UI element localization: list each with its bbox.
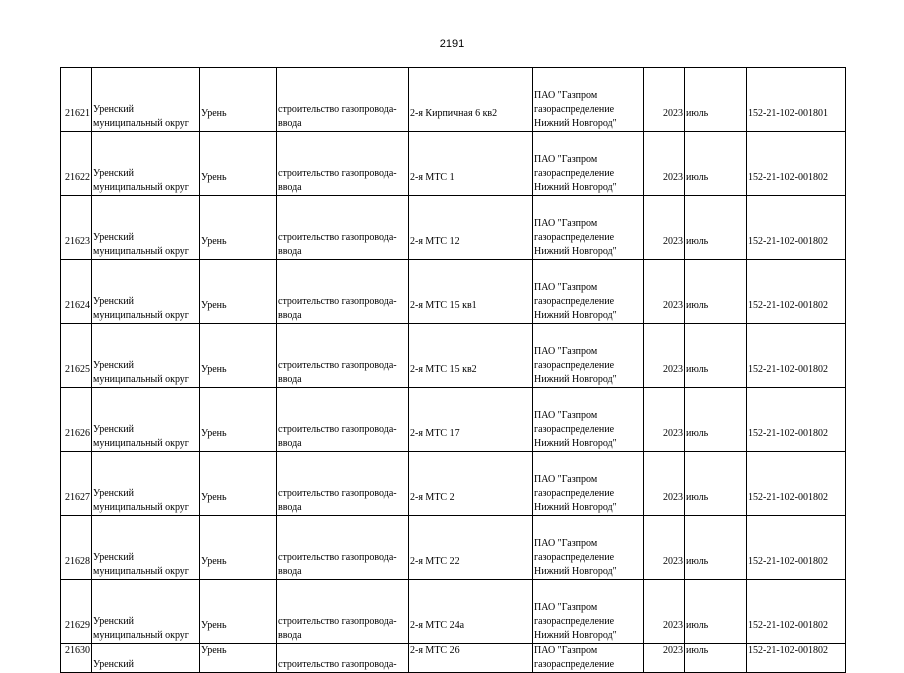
- code-cell: 152-21-102-001801: [747, 68, 846, 132]
- year-cell: 2023: [644, 580, 685, 644]
- year-cell: 2023: [644, 388, 685, 452]
- work-type-cell: [277, 196, 409, 260]
- district-cell-line: Уренский: [93, 104, 134, 115]
- organization-cell: [533, 132, 644, 196]
- district-cell-line: муниципальный округ: [93, 438, 189, 449]
- address-cell: 2-я Кирпичная 6 кв2: [409, 68, 533, 132]
- locality-cell: Урень: [200, 452, 277, 516]
- work-type-cell-line: строительство газопровода-: [278, 424, 397, 435]
- year-cell: 2023: [644, 644, 685, 673]
- district-cell: [92, 388, 200, 452]
- organization-cell: [533, 580, 644, 644]
- district-cell-line: Уренский: [93, 659, 134, 670]
- code-cell: 152-21-102-001802: [747, 452, 846, 516]
- district-cell: [92, 516, 200, 580]
- row-number-cell: 21622: [61, 132, 92, 196]
- table-row: [61, 388, 846, 452]
- month-cell: июль: [685, 260, 747, 324]
- work-type-cell-line: строительство газопровода-: [278, 104, 397, 115]
- address-cell: 2-я МТС 22: [409, 516, 533, 580]
- district-cell-line: муниципальный округ: [93, 182, 189, 193]
- work-type-cell: [277, 260, 409, 324]
- organization-cell-line: газораспределение: [534, 424, 615, 435]
- district-cell-line: муниципальный округ: [93, 630, 189, 641]
- table-row: [61, 68, 846, 132]
- code-cell: 152-21-102-001802: [747, 388, 846, 452]
- page-number: 2191: [439, 38, 465, 50]
- locality-cell: Урень: [200, 644, 277, 673]
- locality-cell: Урень: [200, 516, 277, 580]
- district-cell: [92, 580, 200, 644]
- work-type-cell-line: ввода: [278, 566, 302, 577]
- work-type-cell-line: строительство газопровода-: [278, 552, 397, 563]
- locality-cell: Урень: [200, 196, 277, 260]
- row-number-cell: 21628: [61, 516, 92, 580]
- organization-cell: [533, 388, 644, 452]
- organization-cell-line: газораспределение: [534, 360, 615, 371]
- row-number-cell: 21626: [61, 388, 92, 452]
- code-cell: 152-21-102-001802: [747, 516, 846, 580]
- month-cell: июль: [685, 516, 747, 580]
- organization-cell-line: Нижний Новгород": [534, 630, 617, 641]
- code-cell: 152-21-102-001802: [747, 324, 846, 388]
- row-number-cell: 21627: [61, 452, 92, 516]
- organization-cell-line: газораспределение: [534, 104, 615, 115]
- organization-cell-line: ПАО "Газпром: [534, 602, 598, 613]
- month-cell: июль: [685, 68, 747, 132]
- month-cell: июль: [685, 324, 747, 388]
- work-type-cell: [277, 580, 409, 644]
- work-type-cell: [277, 388, 409, 452]
- work-type-cell: [277, 132, 409, 196]
- organization-cell-line: газораспределение: [534, 296, 615, 307]
- organization-cell-line: ПАО "Газпром: [534, 218, 598, 229]
- month-cell: июль: [685, 132, 747, 196]
- district-cell-line: Уренский: [93, 168, 134, 179]
- code-cell: 152-21-102-001802: [747, 260, 846, 324]
- work-type-cell-line: ввода: [278, 502, 302, 513]
- work-type-cell: [277, 452, 409, 516]
- locality-cell: Урень: [200, 324, 277, 388]
- work-type-cell-line: строительство газопровода-: [278, 616, 397, 627]
- work-type-cell: [277, 324, 409, 388]
- organization-cell-line: Нижний Новгород": [534, 246, 617, 257]
- year-cell: 2023: [644, 516, 685, 580]
- row-number-cell: 21629: [61, 580, 92, 644]
- work-type-cell-line: ввода: [278, 118, 302, 129]
- organization-cell-line: Нижний Новгород": [534, 310, 617, 321]
- table-row: [61, 644, 846, 673]
- month-cell: июль: [685, 452, 747, 516]
- organization-cell-line: газораспределение: [534, 616, 615, 627]
- month-cell: июль: [685, 388, 747, 452]
- district-cell: [92, 196, 200, 260]
- district-cell: [92, 260, 200, 324]
- month-cell: июль: [685, 580, 747, 644]
- organization-cell-line: газораспределение: [534, 659, 615, 670]
- year-cell: 2023: [644, 452, 685, 516]
- table-row: [61, 324, 846, 388]
- district-cell-line: муниципальный округ: [93, 374, 189, 385]
- organization-cell-line: газораспределение: [534, 552, 615, 563]
- work-type-cell: [277, 516, 409, 580]
- district-cell-line: Уренский: [93, 232, 134, 243]
- organization-cell-line: ПАО "Газпром: [534, 154, 598, 165]
- row-number-cell: 21624: [61, 260, 92, 324]
- locality-cell: Урень: [200, 388, 277, 452]
- address-cell: 2-я МТС 12: [409, 196, 533, 260]
- table-row: [61, 452, 846, 516]
- organization-cell-line: ПАО "Газпром: [534, 474, 598, 485]
- district-cell-line: муниципальный округ: [93, 310, 189, 321]
- address-cell: 2-я МТС 1: [409, 132, 533, 196]
- district-cell-line: Уренский: [93, 616, 134, 627]
- organization-cell: [533, 324, 644, 388]
- district-cell-line: Уренский: [93, 296, 134, 307]
- organization-cell-line: ПАО "Газпром: [534, 410, 598, 421]
- work-type-cell-line: строительство газопровода-: [278, 168, 397, 179]
- year-cell: 2023: [644, 196, 685, 260]
- address-cell: 2-я МТС 2: [409, 452, 533, 516]
- organization-cell-line: Нижний Новгород": [534, 118, 617, 129]
- district-cell-line: муниципальный округ: [93, 118, 189, 129]
- work-type-cell-line: ввода: [278, 182, 302, 193]
- organization-cell-line: Нижний Новгород": [534, 438, 617, 449]
- work-type-cell: [277, 68, 409, 132]
- organization-cell: [533, 516, 644, 580]
- month-cell: июль: [685, 644, 747, 673]
- organization-cell-line: ПАО "Газпром: [534, 90, 598, 101]
- organization-cell-line: газораспределение: [534, 168, 615, 179]
- organization-cell-line: Нижний Новгород": [534, 502, 617, 513]
- organization-cell-line: газораспределение: [534, 488, 615, 499]
- district-cell-line: муниципальный округ: [93, 246, 189, 257]
- year-cell: 2023: [644, 260, 685, 324]
- code-cell: 152-21-102-001802: [747, 644, 846, 673]
- district-cell-line: Уренский: [93, 360, 134, 371]
- address-cell: 2-я МТС 15 кв2: [409, 324, 533, 388]
- organization-cell-line: газораспределение: [534, 232, 615, 243]
- row-number-cell: 21623: [61, 196, 92, 260]
- district-cell-line: Уренский: [93, 488, 134, 499]
- organization-cell-line: ПАО "Газпром: [534, 346, 598, 357]
- district-cell-line: муниципальный округ: [93, 566, 189, 577]
- address-cell: 2-я МТС 24а: [409, 580, 533, 644]
- organization-cell: [533, 260, 644, 324]
- work-type-cell-line: ввода: [278, 246, 302, 257]
- organization-cell: [533, 452, 644, 516]
- work-type-cell-line: ввода: [278, 310, 302, 321]
- address-cell: 2-я МТС 15 кв1: [409, 260, 533, 324]
- district-cell: [92, 644, 200, 673]
- organization-cell-line: Нижний Новгород": [534, 566, 617, 577]
- address-cell: 2-я МТС 17: [409, 388, 533, 452]
- code-cell: 152-21-102-001802: [747, 196, 846, 260]
- table-row: [61, 260, 846, 324]
- year-cell: 2023: [644, 132, 685, 196]
- district-cell: [92, 452, 200, 516]
- registry-table: [60, 67, 846, 673]
- row-number-cell: 21630: [61, 644, 92, 673]
- district-cell-line: Уренский: [93, 424, 134, 435]
- work-type-cell: [277, 644, 409, 673]
- organization-cell: [533, 68, 644, 132]
- locality-cell: Урень: [200, 132, 277, 196]
- district-cell: [92, 68, 200, 132]
- organization-cell-line: ПАО "Газпром: [534, 538, 598, 549]
- organization-cell: [533, 644, 644, 673]
- row-number-cell: 21621: [61, 68, 92, 132]
- table-row: [61, 132, 846, 196]
- district-cell-line: муниципальный округ: [93, 502, 189, 513]
- organization-cell-line: ПАО "Газпром: [534, 282, 598, 293]
- organization-cell-line: Нижний Новгород": [534, 374, 617, 385]
- locality-cell: Урень: [200, 580, 277, 644]
- work-type-cell-line: строительство газопровода-: [278, 360, 397, 371]
- month-cell: июль: [685, 196, 747, 260]
- district-cell: [92, 132, 200, 196]
- table-row: [61, 580, 846, 644]
- locality-cell: Урень: [200, 260, 277, 324]
- work-type-cell-line: ввода: [278, 438, 302, 449]
- organization-cell-line: ПАО "Газпром: [534, 645, 598, 656]
- district-cell-line: Уренский: [93, 552, 134, 563]
- code-cell: 152-21-102-001802: [747, 580, 846, 644]
- year-cell: 2023: [644, 68, 685, 132]
- year-cell: 2023: [644, 324, 685, 388]
- work-type-cell-line: строительство газопровода-: [278, 659, 397, 670]
- work-type-cell-line: строительство газопровода-: [278, 488, 397, 499]
- district-cell: [92, 324, 200, 388]
- work-type-cell-line: ввода: [278, 630, 302, 641]
- organization-cell: [533, 196, 644, 260]
- address-cell: 2-я МТС 26: [409, 644, 533, 673]
- table-row: [61, 516, 846, 580]
- locality-cell: Урень: [200, 68, 277, 132]
- work-type-cell-line: строительство газопровода-: [278, 296, 397, 307]
- code-cell: 152-21-102-001802: [747, 132, 846, 196]
- table-row: [61, 196, 846, 260]
- organization-cell-line: Нижний Новгород": [534, 182, 617, 193]
- row-number-cell: 21625: [61, 324, 92, 388]
- work-type-cell-line: строительство газопровода-: [278, 232, 397, 243]
- work-type-cell-line: ввода: [278, 374, 302, 385]
